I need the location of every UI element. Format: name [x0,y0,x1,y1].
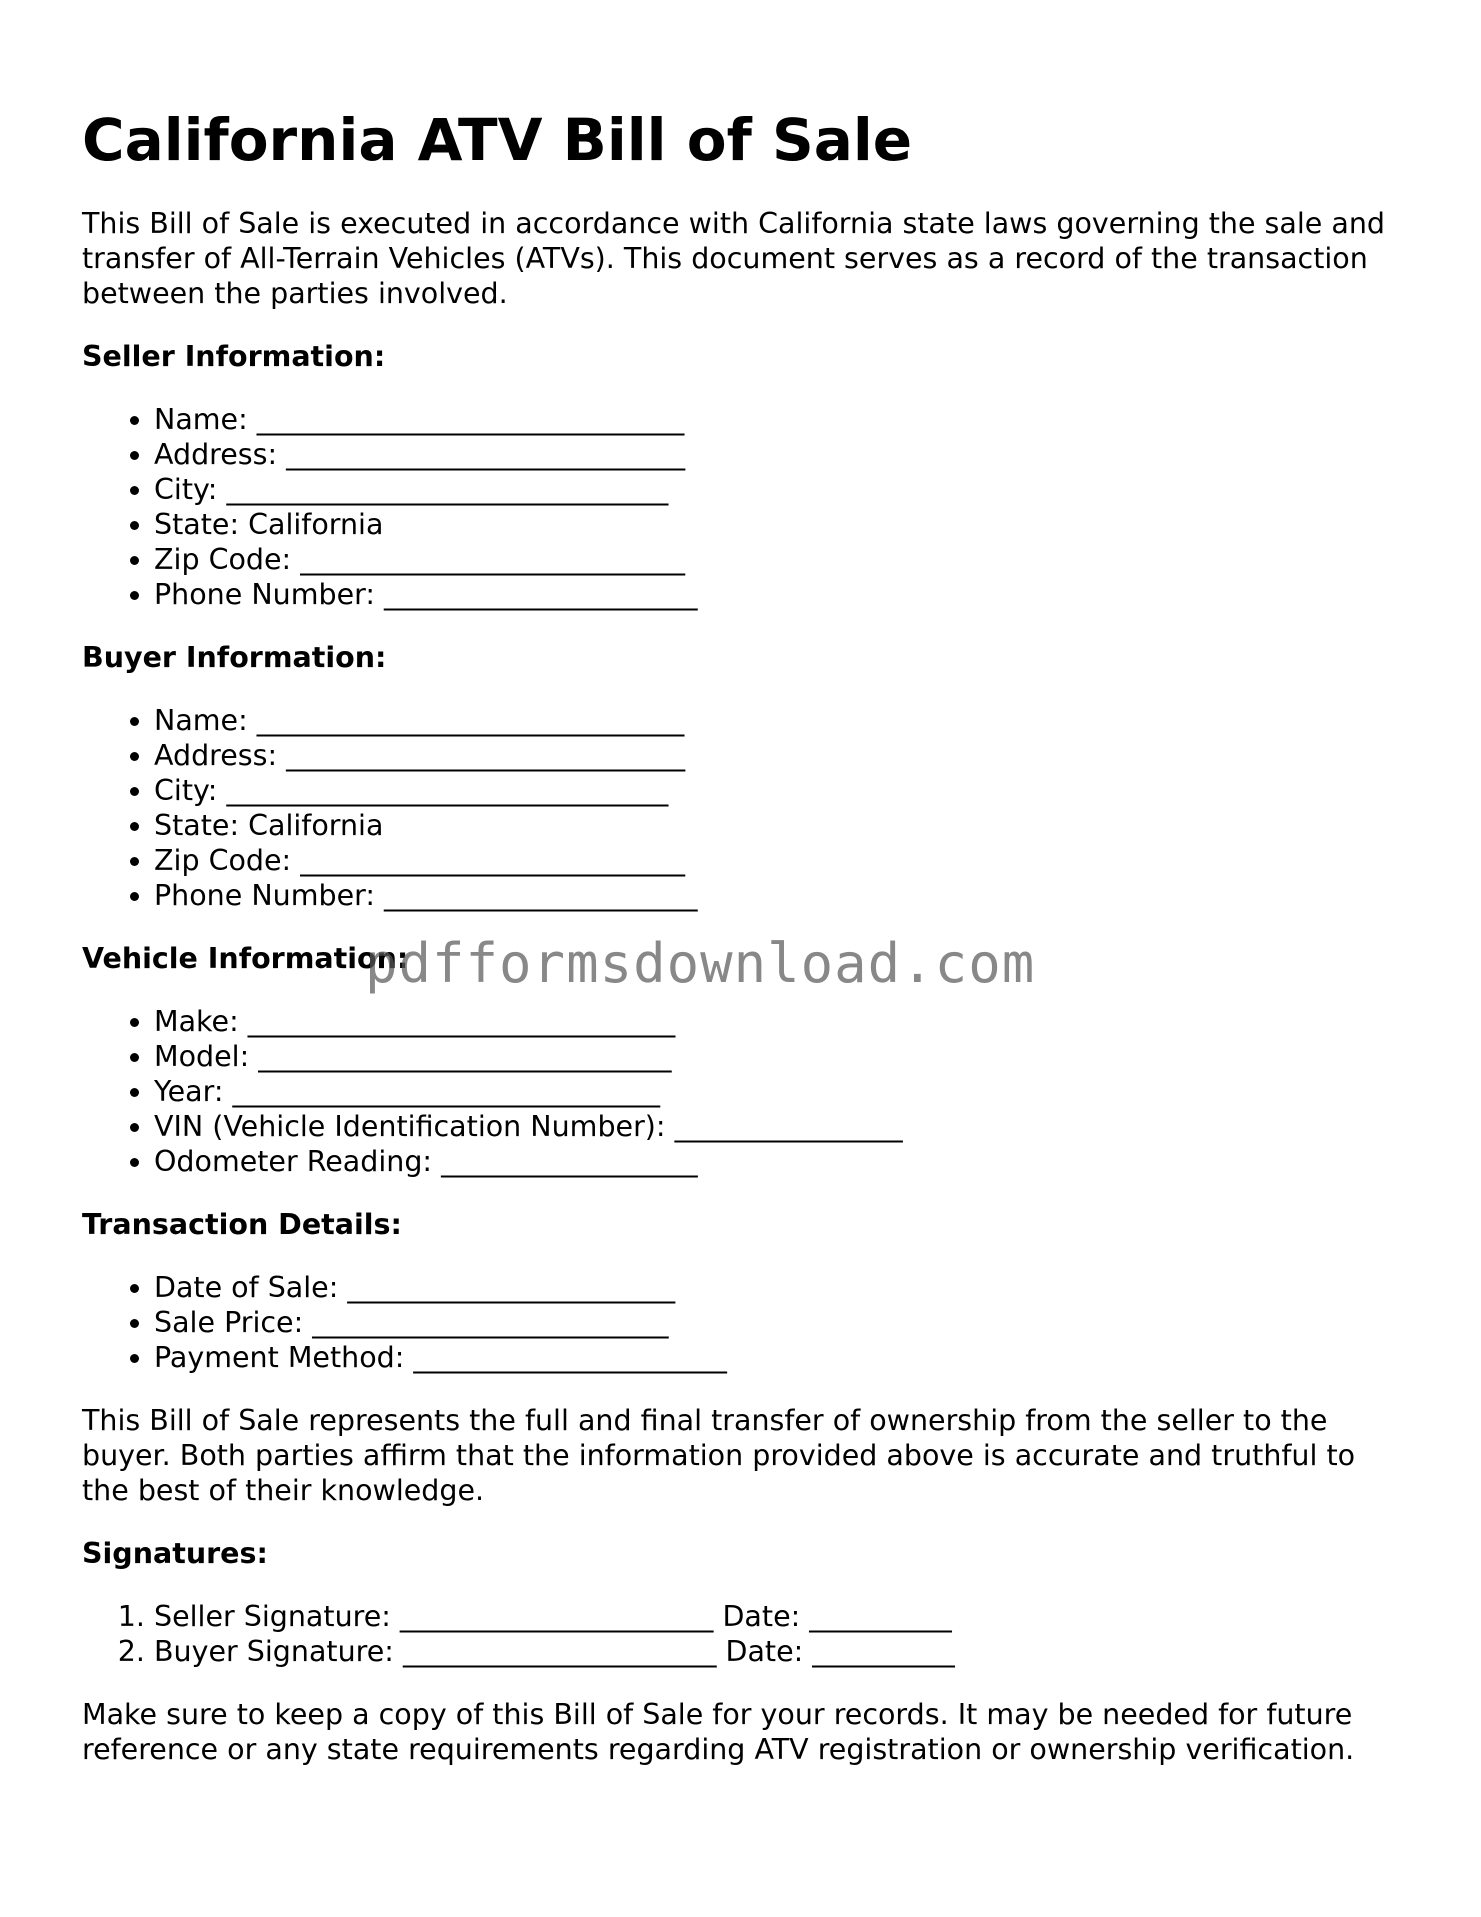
payment-method-item: • Payment Method: ______________________ [154,1340,1402,1375]
seller-phone-item: • Phone Number: ______________________ [154,577,1402,612]
signatures-heading: Signatures: [82,1537,268,1570]
document-page [82,104,1402,1795]
vehicle-year-item: • Year: ______________________________ [154,1074,1402,1109]
sale-date-item: • Date of Sale: _______________________ [154,1270,1402,1305]
vehicle-model-item: • Model: _____________________________ [154,1039,1402,1074]
vehicle-make-item: • Make: ______________________________ [154,1004,1402,1039]
seller-zip-item: • Zip Code: ___________________________ [154,542,1402,577]
closing-paragraph: Make sure to keep a copy of this Bill of Sale for your records. It may be needed for future reference or any state requirements regarding ATV registration or ownership verification. [82,1698,1355,1766]
buyer-state-item: • State: California [154,808,1402,843]
vehicle-odometer-item: • Odometer Reading: __________________ [154,1144,1402,1179]
vehicle-info-list [82,1004,1402,1179]
watermark: pdfformsdownload.com [365,932,1036,995]
vehicle-vin-item: • VIN (Vehicle Identification Number): ________________ [154,1109,1402,1144]
document-title: California ATV Bill of Sale [82,106,913,174]
intro-paragraph: This Bill of Sale is executed in accordance with California state laws governing the sale and transfer of All-Terrain Vehicles (ATVs). This document serves as a record of the transaction between the parties involved. [82,207,1385,310]
seller-state-item: • State: California [154,507,1402,542]
transfer-statement: This Bill of Sale represents the full and final transfer of ownership from the seller to the buyer. Both parties affirm that the information provided above is accurate and truthful to the best of their knowledge. [82,1404,1356,1507]
seller-address-item: • Address: ____________________________ [154,437,1402,472]
transaction-details-list [82,1270,1402,1375]
buyer-heading: Buyer Information: [82,641,387,674]
buyer-address-item: • Address: ____________________________ [154,738,1402,773]
buyer-info-list [82,703,1402,913]
transaction-heading: Transaction Details: [82,1208,402,1241]
seller-city-item: • City: _______________________________ [154,472,1402,507]
buyer-phone-item: • Phone Number: ______________________ [154,878,1402,913]
signatures-list [82,1599,1402,1669]
buyer-name-item: • Name: ______________________________ [154,703,1402,738]
seller-info-list [82,402,1402,612]
seller-signature-item: 1. Seller Signature: ______________________ Date: __________ [154,1599,1402,1634]
buyer-city-item: • City: _______________________________ [154,773,1402,808]
vehicle-heading: Vehicle Information: [82,942,409,975]
buyer-zip-item: • Zip Code: ___________________________ [154,843,1402,878]
buyer-signature-item: 2. Buyer Signature: ______________________ Date: __________ [154,1634,1402,1669]
seller-name-item: • Name: ______________________________ [154,402,1402,437]
sale-price-item: • Sale Price: _________________________ [154,1305,1402,1340]
seller-heading: Seller Information: [82,340,386,373]
